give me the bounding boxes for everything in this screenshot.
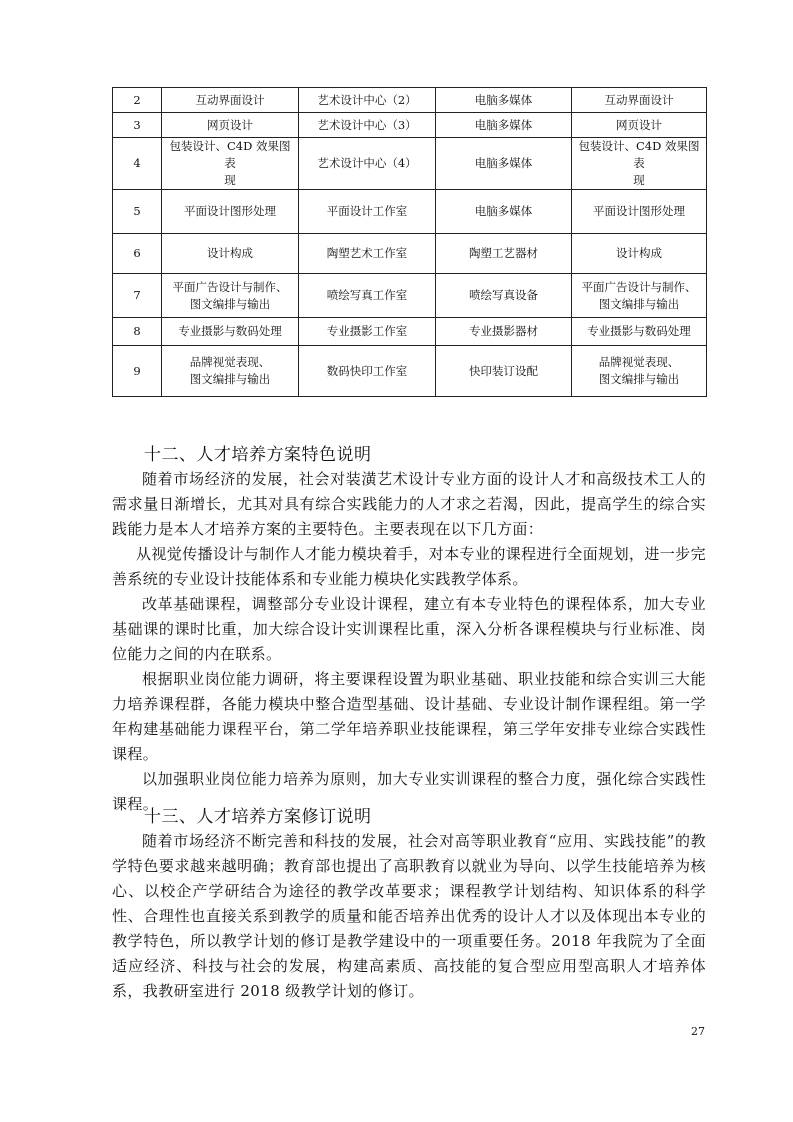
venue-cell [299, 318, 436, 346]
venue-cell-line: 艺术设计中心（3） [317, 117, 417, 132]
equipment-cell-line: 电脑多媒体 [474, 204, 533, 218]
equipment-cell [436, 138, 572, 190]
task-cell [572, 113, 707, 138]
venue-cell [299, 274, 436, 318]
task-cell-line: 专业摄影与数码处理 [587, 324, 691, 338]
task-cell [572, 346, 707, 397]
course-cell [162, 190, 299, 234]
table-row [113, 274, 707, 318]
facilities-table [112, 87, 707, 397]
equipment-cell [436, 318, 572, 346]
course-cell-line: 网页设计 [207, 117, 253, 132]
equipment-cell-line: 专业摄影器材 [469, 324, 538, 338]
course-cell [162, 318, 299, 346]
venue-cell [299, 190, 436, 234]
equipment-cell-line: 电脑多媒体 [474, 92, 533, 107]
venue-cell-line: 陶塑艺术工作室 [326, 246, 408, 260]
table-row [113, 346, 707, 397]
task-cell [572, 234, 707, 274]
equipment-cell [436, 113, 572, 138]
task-cell [572, 138, 707, 190]
table-row [113, 318, 707, 346]
section-12-paragraph: 改革基础课程，调整部分专业设计课程，建立有本专业特色的课程体系，加大专业基础课的课时比重，加大综合设计实训课程比重，深入分析各课程模块与行业标准、岗位能力之间的内在联系。 [112, 595, 706, 663]
venue-cell [299, 138, 436, 190]
venue-cell [299, 113, 436, 138]
course-cell-line: 设计构成 [207, 246, 253, 260]
course-cell-line: 包装设计、C4D 效果图表 [169, 139, 291, 170]
course-cell [162, 88, 299, 113]
equipment-cell [436, 234, 572, 274]
task-cell-line: 品牌视觉表现、 [598, 355, 680, 369]
task-cell-line: 包装设计、C4D 效果图表 [578, 139, 700, 170]
section-12-paragraph: 从视觉传播设计与制作人才能力模块着手，对本专业的课程进行全面规划，进一步完善系统的专业设计技能体系和专业能力模块化实践教学体系。 [112, 545, 706, 588]
table-row [113, 138, 707, 190]
row-number-cell: 6 [113, 234, 162, 274]
venue-cell [299, 346, 436, 397]
section-12-paragraph: 以加强职业岗位能力培养为原则，加大专业实训课程的整合力度，强化综合实践性课程。 [112, 770, 706, 813]
course-cell [162, 138, 299, 190]
row-number-cell: 7 [113, 274, 162, 318]
course-cell-line: 现 [224, 173, 236, 187]
table-row [113, 234, 707, 274]
row-number-cell: 4 [113, 138, 162, 190]
venue-cell-line: 艺术设计中心（2） [317, 92, 417, 107]
course-cell [162, 234, 299, 274]
venue-cell-line: 数码快印工作室 [326, 363, 408, 378]
task-cell [572, 190, 707, 234]
section-12-title: 十二、人才培养方案特色说明 [144, 445, 372, 465]
facilities-table-container [112, 87, 706, 397]
equipment-cell [436, 274, 572, 318]
task-cell-line: 平面广告设计与制作、 [581, 279, 697, 294]
course-cell-line: 互动界面设计 [195, 92, 265, 107]
table-row [113, 88, 707, 113]
section-13-title: 十三、人才培养方案修订说明 [144, 807, 372, 827]
venue-cell [299, 234, 436, 274]
row-number-cell: 9 [113, 346, 162, 397]
course-cell [162, 113, 299, 138]
table-row [113, 113, 707, 138]
equipment-cell [436, 190, 572, 234]
course-cell-line: 平面广告设计与制作、 [172, 279, 288, 294]
row-number-cell: 8 [113, 318, 162, 346]
course-cell [162, 274, 299, 318]
task-cell [572, 318, 707, 346]
task-cell [572, 88, 707, 113]
facilities-table-body [113, 88, 707, 397]
section-12-paragraph: 随着市场经济的发展，社会对装潢艺术设计专业方面的设计人才和高级技术工人的需求量日渐增长，尤其对具有综合实践能力的人才求之若渴，因此，提高学生的综合实践能力是本人才培养方案的主要特色。主要表现在以下几方面： [112, 470, 706, 538]
course-cell-line: 品牌视觉表现、 [189, 355, 271, 369]
course-cell-line: 图文编排与输出 [189, 296, 271, 311]
venue-cell-line: 专业摄影工作室 [326, 324, 408, 338]
task-cell-line: 图文编排与输出 [598, 296, 680, 311]
equipment-cell [436, 88, 572, 113]
section-13 [112, 805, 706, 1004]
table-row [113, 190, 707, 234]
venue-cell-line: 喷绘写真工作室 [326, 288, 408, 302]
section-12-paragraph: 根据职业岗位能力调研，将主要课程设置为职业基础、职业技能和综合实训三大能力培养课程群，各能力模块中整合造型基础、设计基础、专业设计制作课程组。第一学年构建基础能力课程平台，第二学年培养职业技能课程，第三学年安排专业综合实践性课程。 [112, 670, 706, 763]
task-cell-line: 网页设计 [616, 117, 662, 132]
venue-cell-line: 艺术设计中心（4） [317, 156, 417, 170]
venue-cell [299, 88, 436, 113]
row-number-cell: 5 [113, 190, 162, 234]
course-cell [162, 346, 299, 397]
equipment-cell-line: 电脑多媒体 [474, 117, 533, 132]
venue-cell-line: 平面设计工作室 [326, 204, 408, 218]
course-cell-line: 专业摄影与数码处理 [178, 324, 282, 338]
course-cell-line: 图文编排与输出 [189, 372, 271, 386]
section-13-paragraph: 随着市场经济不断完善和科技的发展，社会对高等职业教育“应用、实践技能”的教学特色要求越来越明确；教育部也提出了高职教育以就业为导向、以学生技能培养为核心、以校企产学研结合为途径的教学改革要求；课程教学计划结构、知识体系的科学性、合理性也直接关系到教学的质量和能否培养出优秀的设计人才以及体现出本专业的教学特色，所以教学计划的修订是教学建设中的一项重要任务。2018 年我院为了全面适应经济、科技与社会的发展，构建高素质、高技能的复合型应用型高职人才培养体系，我教研室进行 2018 级教学计划的修订。 [112, 832, 706, 1000]
equipment-cell-line: 电脑多媒体 [474, 156, 533, 170]
section-12 [112, 443, 706, 817]
equipment-cell-line: 喷绘写真设备 [469, 288, 538, 302]
row-number-cell: 2 [113, 88, 162, 113]
equipment-cell-line: 陶塑工艺器材 [469, 246, 538, 260]
task-cell-line: 图文编排与输出 [598, 372, 680, 386]
task-cell [572, 274, 707, 318]
page-number: 27 [691, 1025, 705, 1038]
course-cell-line: 平面设计图形处理 [184, 204, 276, 218]
task-cell-line: 现 [633, 173, 645, 187]
task-cell-line: 设计构成 [616, 246, 662, 260]
task-cell-line: 平面设计图形处理 [593, 204, 685, 218]
task-cell-line: 互动界面设计 [604, 92, 674, 107]
equipment-cell-line: 快印装订设配 [469, 363, 538, 378]
row-number-cell: 3 [113, 113, 162, 138]
equipment-cell [436, 346, 572, 397]
